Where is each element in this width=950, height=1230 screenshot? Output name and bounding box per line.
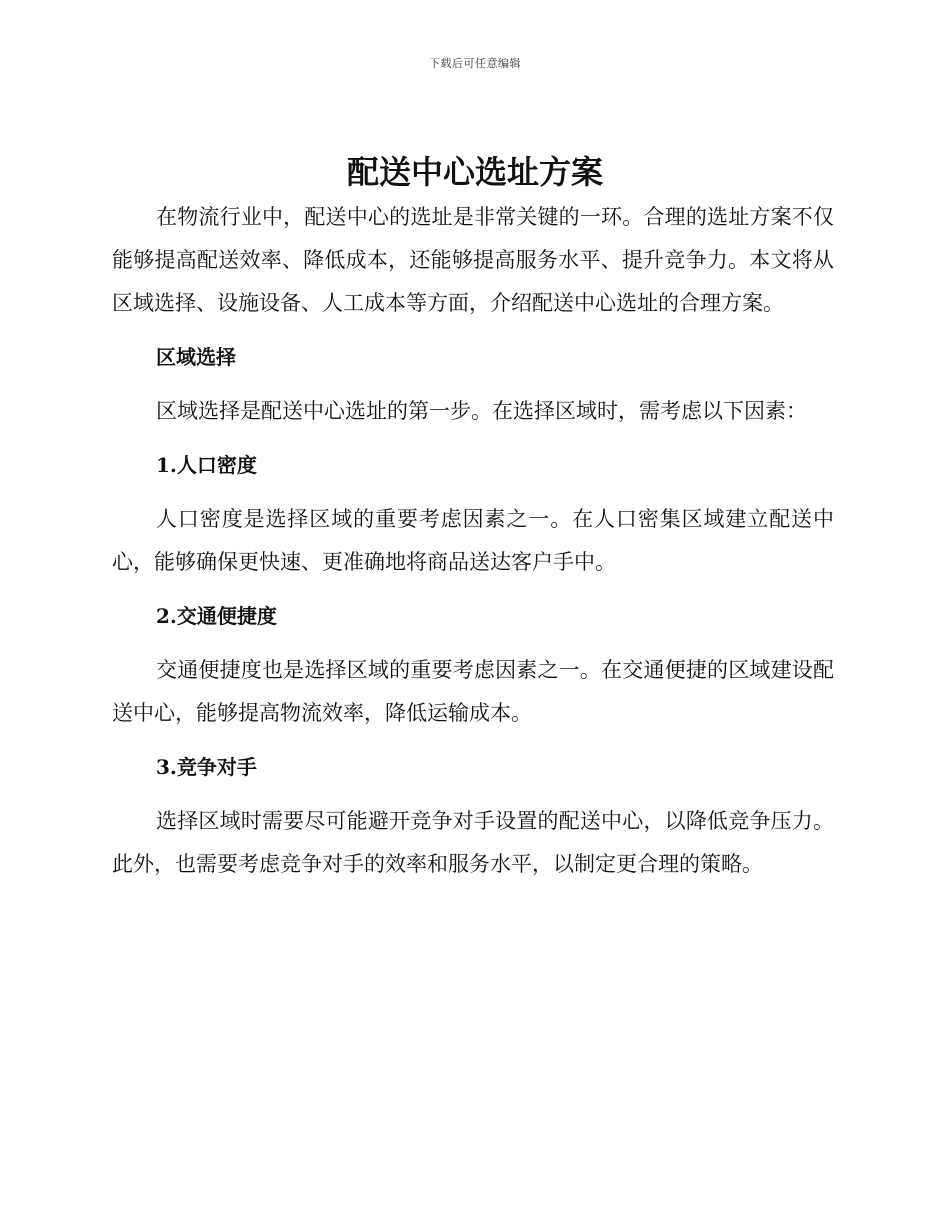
factor-heading-competitors: 3.竞争对手 (156, 755, 257, 779)
factor-paragraph-population: 人口密度是选择区域的重要考虑因素之一。在人口密集区域建立配送中心，能够确保更快速、更准确地将商品送达客户手中。 (112, 507, 834, 574)
factor-paragraph-transport: 交通便捷度也是选择区域的重要考虑因素之一。在交通便捷的区域建设配送中心，能够提高物流效率，降低运输成本。 (112, 658, 834, 725)
intro-paragraph: 在物流行业中，配送中心的选址是非常关键的一环。合理的选址方案不仅能够提高配送效率、降低成本，还能够提高服务水平、提升竞争力。本文将从区域选择、设施设备、人工成本等方面，介绍配送中心选址的合理方案。 (112, 205, 834, 315)
header-note: 下载后可任意编辑 (429, 57, 521, 70)
factor-paragraph-competitors: 选择区域时需要尽可能避开竞争对手设置的配送中心，以降低竞争压力。此外，也需要考虑竞争对手的效率和服务水平，以制定更合理的策略。 (112, 809, 834, 876)
factor-heading-population: 1.人口密度 (156, 453, 257, 477)
document-title: 配送中心选址方案 (346, 153, 603, 191)
section-lead-paragraph: 区域选择是配送中心选址的第一步。在选择区域时，需考虑以下因素： (156, 399, 807, 423)
section-heading-region: 区域选择 (156, 345, 236, 369)
factor-heading-transport: 2.交通便捷度 (156, 604, 277, 628)
document-body (112, 196, 834, 886)
